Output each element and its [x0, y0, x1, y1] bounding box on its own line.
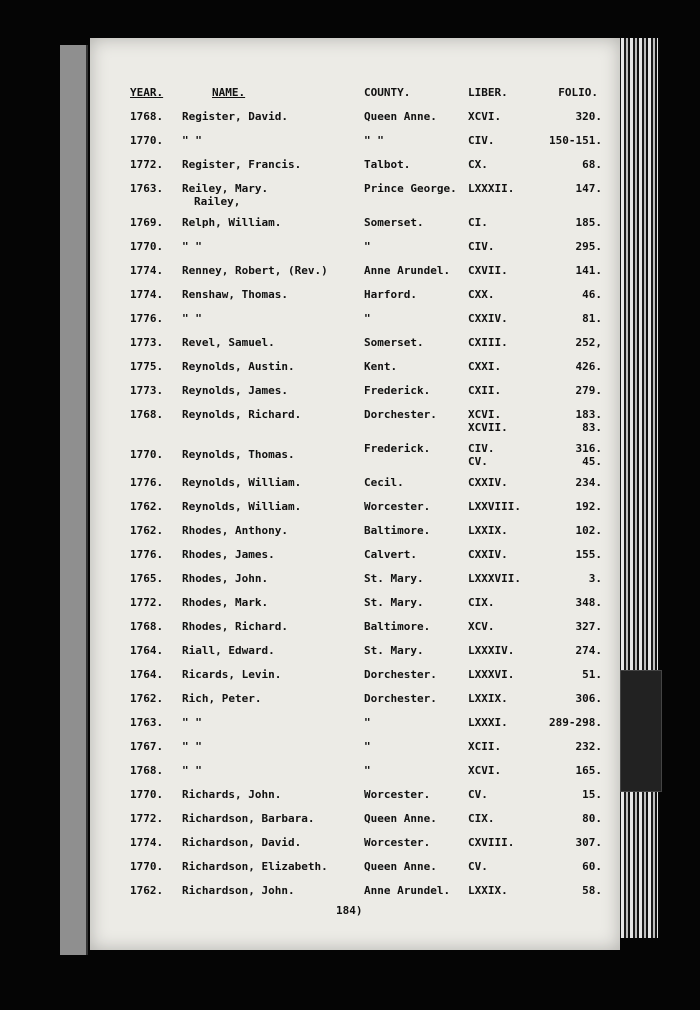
county-cell: Frederick.	[364, 442, 431, 455]
folio-cell: 51.	[582, 668, 602, 681]
liber-cell: CIV.	[468, 134, 495, 147]
county-cell: Talbot.	[364, 158, 411, 171]
name-cell: Reynolds, Austin.	[182, 360, 295, 373]
name-cell: " "	[182, 740, 202, 753]
year-cell: 1764.	[130, 644, 164, 657]
header-year: YEAR.	[130, 86, 164, 99]
folio-cell: 192.	[575, 500, 602, 513]
year-cell: 1776.	[130, 548, 164, 561]
county-cell: Dorchester.	[364, 692, 437, 705]
folio-cell: 80.	[582, 812, 602, 825]
county-cell: Cecil.	[364, 476, 404, 489]
year-cell: 1763.	[130, 182, 164, 195]
folio-cell: 307.	[575, 836, 602, 849]
liber-cell-second: CV.	[468, 455, 488, 468]
county-cell: St. Mary.	[364, 572, 424, 585]
county-cell: Worcester.	[364, 788, 431, 801]
year-cell: 1762.	[130, 884, 164, 897]
liber-cell-second: XCVII.	[468, 421, 508, 434]
liber-cell: XCVI.	[468, 764, 502, 777]
liber-cell: CXIII.	[468, 336, 508, 349]
name-cell: Renney, Robert, (Rev.)	[182, 264, 328, 277]
liber-cell: CIX.	[468, 812, 495, 825]
folio-cell: 3.	[588, 572, 602, 585]
year-cell: 1773.	[130, 336, 164, 349]
county-cell: Calvert.	[364, 548, 417, 561]
year-cell: 1764.	[130, 668, 164, 681]
county-cell: Prince George.	[364, 182, 457, 195]
liber-cell: XCII.	[468, 740, 502, 753]
header-name: NAME.	[212, 86, 246, 99]
name-cell: Reynolds, William.	[182, 476, 302, 489]
liber-cell: XCV.	[468, 620, 495, 633]
name-cell: Register, David.	[182, 110, 288, 123]
liber-cell: LXXVIII.	[468, 500, 521, 513]
year-cell: 1767.	[130, 740, 164, 753]
folio-cell: 289-298.	[549, 716, 602, 729]
folio-cell: 60.	[582, 860, 602, 873]
liber-cell: LXXIX.	[468, 884, 508, 897]
year-cell: 1772.	[130, 158, 164, 171]
year-cell: 1770.	[130, 448, 164, 461]
name-cell: " "	[182, 312, 202, 325]
year-cell: 1768.	[130, 620, 164, 633]
liber-cell: CX.	[468, 158, 488, 171]
liber-cell: CXXIV.	[468, 312, 508, 325]
folio-cell: 234.	[575, 476, 602, 489]
liber-cell: CXXI.	[468, 360, 502, 373]
year-cell: 1768.	[130, 408, 164, 421]
liber-cell: CXVIII.	[468, 836, 515, 849]
year-cell: 1763.	[130, 716, 164, 729]
book-spine-left	[60, 45, 88, 955]
name-cell: Register, Francis.	[182, 158, 302, 171]
liber-cell: LXXXI.	[468, 716, 508, 729]
year-cell: 1770.	[130, 134, 164, 147]
name-cell: Ricards, Levin.	[182, 668, 282, 681]
name-cell: Rhodes, John.	[182, 572, 269, 585]
folio-cell-second: 83.	[582, 421, 602, 434]
liber-cell: CXXIV.	[468, 548, 508, 561]
folio-cell: 320.	[575, 110, 602, 123]
folio-cell: 348.	[575, 596, 602, 609]
folio-cell: 306.	[575, 692, 602, 705]
year-cell: 1775.	[130, 360, 164, 373]
county-cell: "	[364, 312, 371, 325]
county-cell: Worcester.	[364, 500, 431, 513]
ledger-page	[90, 38, 620, 950]
folio-cell-second: 45.	[582, 455, 602, 468]
county-cell: Somerset.	[364, 336, 424, 349]
folio-cell: 102.	[575, 524, 602, 537]
name-cell: Richardson, David.	[182, 836, 302, 849]
binding-clip	[620, 670, 662, 792]
name-cell: Reiley, Mary.	[182, 182, 269, 195]
folio-cell: 46.	[582, 288, 602, 301]
year-cell: 1768.	[130, 764, 164, 777]
year-cell: 1762.	[130, 500, 164, 513]
name-cell: " "	[182, 716, 202, 729]
folio-cell: 15.	[582, 788, 602, 801]
year-cell: 1776.	[130, 312, 164, 325]
name-cell: Rhodes, James.	[182, 548, 275, 561]
year-cell: 1762.	[130, 524, 164, 537]
liber-cell: CIV.	[468, 240, 495, 253]
liber-cell: CIV.	[468, 442, 495, 455]
liber-cell: LXXIX.	[468, 692, 508, 705]
year-cell: 1772.	[130, 812, 164, 825]
folio-cell: 147.	[575, 182, 602, 195]
folio-cell: 279.	[575, 384, 602, 397]
year-cell: 1768.	[130, 110, 164, 123]
name-cell: Revel, Samuel.	[182, 336, 275, 349]
folio-cell: 165.	[575, 764, 602, 777]
liber-cell: CV.	[468, 788, 488, 801]
header-folio: FOLIO.	[558, 86, 598, 99]
year-cell: 1774.	[130, 836, 164, 849]
page-number: 184)	[336, 904, 363, 917]
county-cell: "	[364, 764, 371, 777]
liber-cell: LXXIX.	[468, 524, 508, 537]
year-cell: 1769.	[130, 216, 164, 229]
liber-cell: CXX.	[468, 288, 495, 301]
year-cell: 1774.	[130, 288, 164, 301]
year-cell: 1762.	[130, 692, 164, 705]
county-cell: Queen Anne.	[364, 860, 437, 873]
county-cell: Worcester.	[364, 836, 431, 849]
folio-cell: 185.	[575, 216, 602, 229]
name-alias-cell: Railey,	[194, 195, 241, 208]
name-cell: Renshaw, Thomas.	[182, 288, 288, 301]
liber-cell: XCVI.	[468, 408, 502, 421]
folio-cell: 232.	[575, 740, 602, 753]
liber-cell: XCVI.	[468, 110, 502, 123]
name-cell: Richardson, John.	[182, 884, 295, 897]
name-cell: Reynolds, Thomas.	[182, 448, 295, 461]
county-cell: Anne Arundel.	[364, 884, 451, 897]
county-cell: St. Mary.	[364, 596, 424, 609]
year-cell: 1776.	[130, 476, 164, 489]
name-cell: Rich, Peter.	[182, 692, 262, 705]
folio-cell: 155.	[575, 548, 602, 561]
liber-cell: CXVII.	[468, 264, 508, 277]
folio-cell: 252,	[575, 336, 602, 349]
liber-cell: LXXXVI.	[468, 668, 515, 681]
county-cell: Frederick.	[364, 384, 431, 397]
liber-cell: LXXXVII.	[468, 572, 521, 585]
county-cell: Somerset.	[364, 216, 424, 229]
county-cell: "	[364, 740, 371, 753]
name-cell: Relph, William.	[182, 216, 282, 229]
name-cell: " "	[182, 134, 202, 147]
liber-cell: CXII.	[468, 384, 502, 397]
name-cell: " "	[182, 764, 202, 777]
liber-cell: CXXIV.	[468, 476, 508, 489]
year-cell: 1770.	[130, 860, 164, 873]
name-cell: Reynolds, Richard.	[182, 408, 302, 421]
name-cell: " "	[182, 240, 202, 253]
county-cell: St. Mary.	[364, 644, 424, 657]
liber-cell: LXXXII.	[468, 182, 515, 195]
name-cell: Richards, John.	[182, 788, 282, 801]
folio-cell: 295.	[575, 240, 602, 253]
name-cell: Rhodes, Mark.	[182, 596, 269, 609]
folio-cell: 426.	[575, 360, 602, 373]
name-cell: Rhodes, Anthony.	[182, 524, 288, 537]
county-cell: Harford.	[364, 288, 417, 301]
county-cell: Baltimore.	[364, 524, 431, 537]
county-cell: Dorchester.	[364, 408, 437, 421]
folio-cell: 58.	[582, 884, 602, 897]
name-cell: Reynolds, James.	[182, 384, 288, 397]
county-cell: Baltimore.	[364, 620, 431, 633]
folio-cell: 81.	[582, 312, 602, 325]
header-county: COUNTY.	[364, 86, 411, 99]
year-cell: 1770.	[130, 240, 164, 253]
folio-cell: 327.	[575, 620, 602, 633]
county-cell: Queen Anne.	[364, 812, 437, 825]
name-cell: Reynolds, William.	[182, 500, 302, 513]
header-liber: LIBER.	[468, 86, 508, 99]
county-cell: Kent.	[364, 360, 398, 373]
county-cell: Dorchester.	[364, 668, 437, 681]
name-cell: Richardson, Barbara.	[182, 812, 315, 825]
folio-cell: 141.	[575, 264, 602, 277]
liber-cell: CIX.	[468, 596, 495, 609]
liber-cell: CI.	[468, 216, 488, 229]
folio-cell: 316.	[575, 442, 602, 455]
liber-cell: CV.	[468, 860, 488, 873]
name-cell: Richardson, Elizabeth.	[182, 860, 328, 873]
folio-cell: 150-151.	[549, 134, 602, 147]
year-cell: 1773.	[130, 384, 164, 397]
name-cell: Rhodes, Richard.	[182, 620, 288, 633]
year-cell: 1770.	[130, 788, 164, 801]
liber-cell: LXXXIV.	[468, 644, 515, 657]
folio-cell: 183.	[575, 408, 602, 421]
year-cell: 1772.	[130, 596, 164, 609]
county-cell: "	[364, 240, 371, 253]
county-cell: "	[364, 716, 371, 729]
name-cell: Riall, Edward.	[182, 644, 275, 657]
county-cell: Anne Arundel.	[364, 264, 451, 277]
county-cell: Queen Anne.	[364, 110, 437, 123]
year-cell: 1774.	[130, 264, 164, 277]
folio-cell: 274.	[575, 644, 602, 657]
county-cell: " "	[364, 134, 384, 147]
folio-cell: 68.	[582, 158, 602, 171]
year-cell: 1765.	[130, 572, 164, 585]
